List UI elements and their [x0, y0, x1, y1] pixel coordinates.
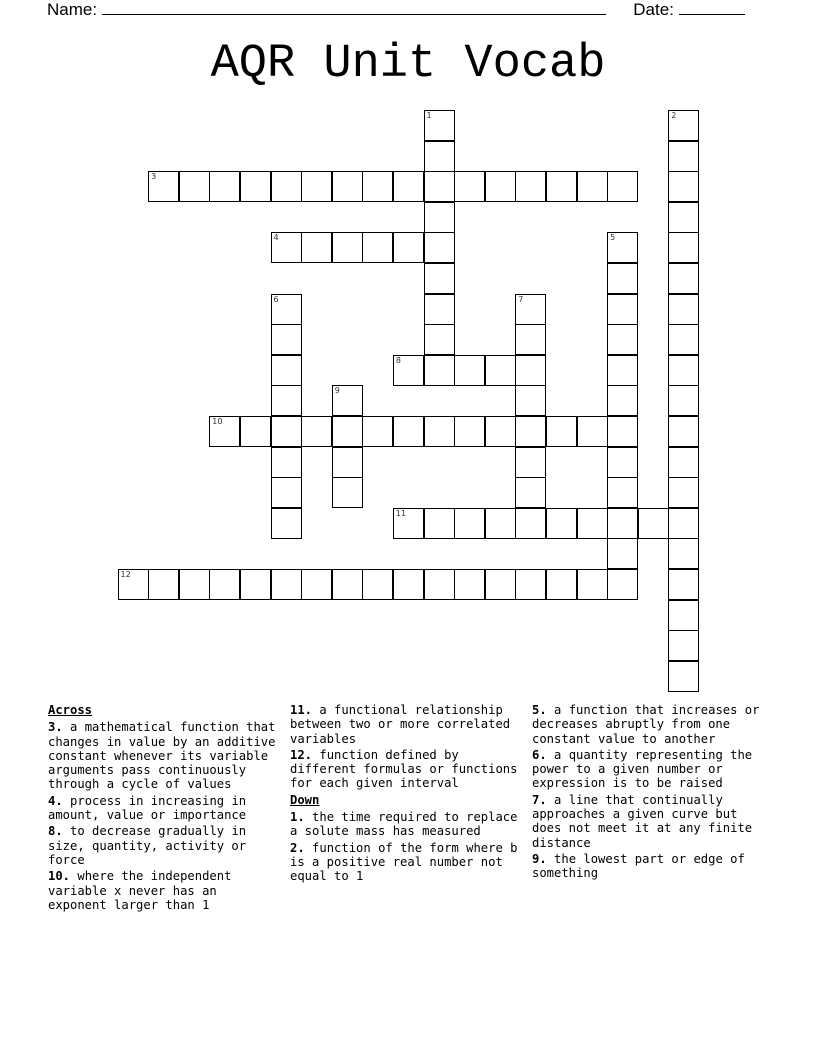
- clue-number: 10: [212, 417, 223, 426]
- grid-cell[interactable]: [148, 569, 179, 600]
- clue-down-7: 7. a line that continually approaches a given curve but does not meet it at any finite distance: [532, 792, 753, 850]
- grid-cell[interactable]: [179, 569, 210, 600]
- grid-cell[interactable]: [393, 171, 424, 202]
- clue-across-4: 4. process in increasing in amount, value or importance: [48, 793, 247, 823]
- clue-across-11: 11. a functional relationship between two or more correlated variables: [290, 703, 511, 746]
- clue-column-1: [48, 703, 280, 914]
- clue-number: 2: [671, 111, 677, 120]
- grid-cell[interactable]: [668, 110, 699, 141]
- page-title: AQR Unit Vocab: [210, 38, 606, 91]
- grid-cell[interactable]: [546, 416, 577, 447]
- clue-column-2: [290, 703, 522, 886]
- grid-cell[interactable]: [271, 385, 302, 416]
- grid-cell[interactable]: [362, 569, 393, 600]
- grid-cell[interactable]: [607, 447, 638, 478]
- grid-cell[interactable]: [607, 171, 638, 202]
- clue-across-10: 10. where the independent variable x never has an exponent larger than 1: [48, 869, 232, 912]
- grid-cell[interactable]: [271, 232, 302, 263]
- clue-number: 5: [610, 233, 616, 243]
- grid-cell[interactable]: [485, 355, 516, 386]
- grid-cell[interactable]: [393, 232, 424, 263]
- grid-cell[interactable]: [668, 600, 699, 631]
- clue-number: 8: [395, 355, 401, 365]
- grid-cell[interactable]: [668, 661, 699, 692]
- grid-cell[interactable]: [240, 569, 271, 600]
- grid-cell[interactable]: [546, 508, 577, 539]
- grid-cell[interactable]: [454, 569, 485, 600]
- grid-cell[interactable]: [332, 232, 363, 263]
- grid-cell[interactable]: [332, 171, 363, 202]
- grid-cell[interactable]: [577, 416, 608, 447]
- clue-down-1: 1. the time required to replace a solute mass has measured: [290, 810, 518, 839]
- date-label: Date:: [633, 0, 674, 19]
- grid-cell[interactable]: [271, 447, 302, 478]
- grid-cell[interactable]: [577, 508, 608, 539]
- grid-cell[interactable]: [668, 263, 699, 294]
- clue-number: 12: [120, 570, 131, 579]
- grid-cell[interactable]: [515, 385, 546, 416]
- grid-cell[interactable]: [515, 355, 546, 386]
- grid-cell[interactable]: [424, 294, 455, 325]
- grid-cell[interactable]: [607, 538, 638, 569]
- grid-cell[interactable]: [454, 171, 485, 202]
- grid-cell[interactable]: [118, 569, 149, 600]
- clue-number: 9: [334, 386, 340, 396]
- clue-number: 1: [426, 111, 432, 120]
- grid-cell[interactable]: [607, 385, 638, 416]
- grid-cell[interactable]: [424, 324, 455, 355]
- grid-cell[interactable]: [607, 508, 638, 539]
- grid-cell[interactable]: [209, 171, 240, 202]
- grid-cell[interactable]: [271, 171, 302, 202]
- clue-across-12: 12. function defined by different formulas or functions for each given interval: [290, 747, 518, 791]
- grid-cell[interactable]: [668, 171, 699, 202]
- grid-cell[interactable]: [515, 477, 546, 508]
- clue-down-9: 9. the lowest part or edge of something: [532, 851, 745, 881]
- grid-cell[interactable]: [515, 324, 546, 355]
- grid-cell[interactable]: [546, 569, 577, 600]
- grid-cell[interactable]: [332, 447, 363, 478]
- grid-cell[interactable]: [332, 416, 363, 447]
- grid-cell[interactable]: [424, 141, 455, 172]
- clue-across-8: 8. to decrease gradually in size, quantity, activity or force: [48, 824, 247, 867]
- grid-cell[interactable]: [424, 263, 455, 294]
- grid-cell[interactable]: [424, 171, 455, 202]
- clue-down-5: 5. a function that increases or decreases abruptly from one constant value to another: [532, 703, 760, 746]
- grid-cell[interactable]: [668, 508, 699, 539]
- clue-number: 6: [273, 294, 279, 304]
- grid-cell[interactable]: [454, 416, 485, 447]
- grid-cell[interactable]: [393, 355, 424, 386]
- grid-cell[interactable]: [424, 416, 455, 447]
- grid-cell[interactable]: [668, 141, 699, 172]
- grid-cell[interactable]: [668, 416, 699, 447]
- clue-number: 4: [273, 233, 279, 243]
- grid-cell[interactable]: [668, 294, 699, 325]
- grid-cell[interactable]: [271, 355, 302, 386]
- grid-cell[interactable]: [271, 477, 302, 508]
- clue-number: 3: [151, 172, 157, 182]
- grid-cell[interactable]: [515, 569, 546, 600]
- grid-cell[interactable]: [301, 569, 332, 600]
- clue-column-3: [532, 703, 772, 883]
- grid-cell[interactable]: [515, 171, 546, 202]
- down-heading: Down: [290, 792, 320, 807]
- clue-number: 7: [518, 294, 524, 304]
- grid-cell[interactable]: [424, 355, 455, 386]
- grid-cell[interactable]: [607, 232, 638, 263]
- across-heading: Across: [48, 703, 93, 717]
- grid-cell[interactable]: [393, 416, 424, 447]
- grid-cell[interactable]: [515, 508, 546, 539]
- clue-down-6: 6. a quantity representing the power to a given number or expression is to be raised: [532, 747, 753, 791]
- grid-cell[interactable]: [301, 232, 332, 263]
- clue-down-2: 2. function of the form where b is a positive real number not equal to 1: [290, 840, 518, 884]
- grid-cell[interactable]: [546, 171, 577, 202]
- grid-cell[interactable]: [668, 385, 699, 416]
- grid-cell[interactable]: [577, 569, 608, 600]
- clue-number: 11: [395, 508, 407, 518]
- grid-cell[interactable]: [485, 416, 516, 447]
- grid-cell[interactable]: [271, 294, 302, 325]
- grid-cell[interactable]: [607, 294, 638, 325]
- grid-cell[interactable]: [668, 477, 699, 508]
- grid-cell[interactable]: [607, 569, 638, 600]
- grid-cell[interactable]: [668, 630, 699, 661]
- grid-cell[interactable]: [668, 569, 699, 600]
- grid-cell[interactable]: [240, 171, 271, 202]
- grid-cell[interactable]: [668, 447, 699, 478]
- grid-cell[interactable]: [607, 324, 638, 355]
- grid-cell[interactable]: [332, 569, 363, 600]
- grid-cell[interactable]: [301, 416, 332, 447]
- grid-cell[interactable]: [515, 416, 546, 447]
- grid-cell[interactable]: [393, 508, 424, 539]
- grid-cell[interactable]: [179, 171, 210, 202]
- grid-cell[interactable]: [209, 569, 240, 600]
- grid-cell[interactable]: [607, 416, 638, 447]
- grid-cell[interactable]: [424, 110, 455, 141]
- grid-cell[interactable]: [393, 569, 424, 600]
- grid-cell[interactable]: [668, 355, 699, 386]
- grid-cell[interactable]: [577, 171, 608, 202]
- grid-cell[interactable]: [362, 171, 393, 202]
- grid-cell[interactable]: [485, 171, 516, 202]
- grid-cell[interactable]: [607, 355, 638, 386]
- grid-cell[interactable]: [240, 416, 271, 447]
- grid-cell[interactable]: [271, 324, 302, 355]
- grid-cell[interactable]: [638, 508, 669, 539]
- grid-cell[interactable]: [515, 294, 546, 325]
- grid-cell[interactable]: [607, 477, 638, 508]
- grid-cell[interactable]: [668, 202, 699, 233]
- grid-cell[interactable]: [607, 263, 638, 294]
- grid-cell[interactable]: [454, 355, 485, 386]
- grid-cell[interactable]: [424, 232, 455, 263]
- grid-cell[interactable]: [271, 569, 302, 600]
- grid-cell[interactable]: [668, 232, 699, 263]
- grid-cell[interactable]: [485, 569, 516, 600]
- grid-cell[interactable]: [362, 232, 393, 263]
- grid-cell[interactable]: [271, 416, 302, 447]
- clue-across-3: 3. a mathematical function that changes in value by an additive constant whenever its variable arguments pass continuously through a cycle of values: [48, 720, 276, 792]
- grid-cell[interactable]: [362, 416, 393, 447]
- grid-cell[interactable]: [209, 416, 240, 447]
- grid-cell[interactable]: [332, 477, 363, 508]
- grid-cell[interactable]: [485, 508, 516, 539]
- grid-cell[interactable]: [271, 508, 302, 539]
- grid-cell[interactable]: [668, 324, 699, 355]
- grid-cell[interactable]: [424, 508, 455, 539]
- grid-cell[interactable]: [515, 447, 546, 478]
- grid-cell[interactable]: [454, 508, 485, 539]
- grid-cell[interactable]: [424, 202, 455, 233]
- grid-cell[interactable]: [668, 538, 699, 569]
- grid-cell[interactable]: [332, 385, 363, 416]
- grid-cell[interactable]: [148, 171, 179, 202]
- grid-cell[interactable]: [301, 171, 332, 202]
- grid-cell[interactable]: [424, 569, 455, 600]
- name-label: Name:: [47, 0, 98, 19]
